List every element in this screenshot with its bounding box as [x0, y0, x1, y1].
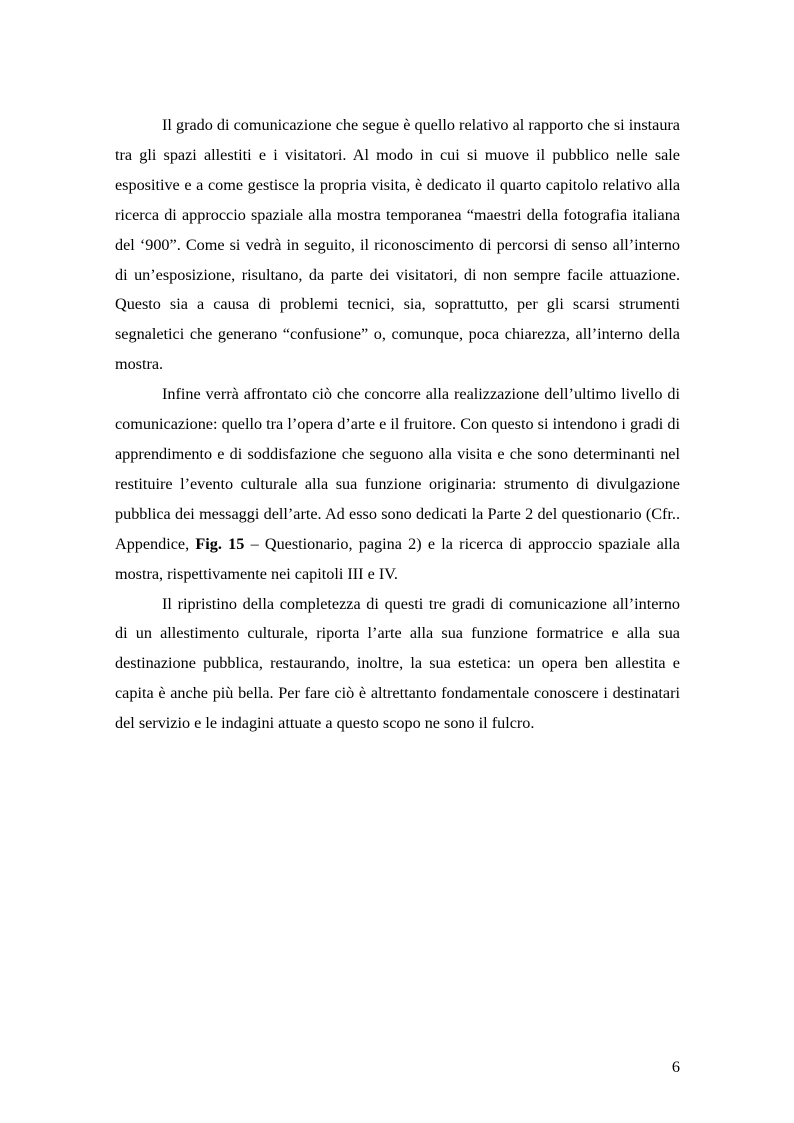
figure-reference: Fig. 15 [195, 534, 245, 553]
paragraph-restoration: Il ripristino della completezza di questi tre gradi di comunicazione all’interno di un allestimento culturale, riporta l’arte alla sua funzione formatrice e alla sua destinazione pubblica, restaurando, inoltre, la sua estetica: un opera ben allestita e capita è anche più bella. Per fare ciò è altrettanto fondamentale conoscere i destinatari del servizio e le indagini attuate a questo scopo ne sono il fulcro. [115, 594, 680, 733]
paragraph-communication-artwork [115, 380, 680, 589]
paragraph-text-before-reference: Infine verrà affrontato ciò che concorre alla realizzazione dell’ultimo livello di comunicazione: quello tra l’opera d’arte e il fruitore. Con questo si intendono i gradi di apprendimento e di soddisfazione che seguono alla visita e che sono determinanti nel restituire l’evento culturale alla sua funzione originaria: strumento di divulgazione pubblica dei messaggi dell’arte. Ad esso sono dedicati la Parte 2 del questionario (Cfr.. Appendice, [115, 385, 680, 553]
paragraph-communication-spaces: Il grado di comunicazione che segue è quello relativo al rapporto che si instaura tra gli spazi allestiti e i visitatori. Al modo in cui si muove il pubblico nelle sale espositive e a come gestisce la propria visita, è dedicato il quarto capitolo relativo alla ricerca di approccio spaziale alla mostra temporanea “maestri della fotografia italiana del ‘900”. Come si vedrà in seguito, il riconoscimento di percorsi di senso all’interno di un’esposizione, risultano, da parte dei visitatori, di non sempre facile attuazione. Questo sia a causa di problemi tecnici, sia, soprattutto, per gli scarsi strumenti segnaletici che generano “confusione” o, comunque, poca chiarezza, all’interno della mostra. [115, 116, 680, 374]
body-text [115, 111, 680, 739]
paragraph-text-after-reference: – Questionario, pagina 2) e la ricerca di approccio spaziale alla mostra, rispettivamente nei capitoli III e IV. [115, 534, 680, 583]
page-number: 6 [671, 1058, 680, 1076]
